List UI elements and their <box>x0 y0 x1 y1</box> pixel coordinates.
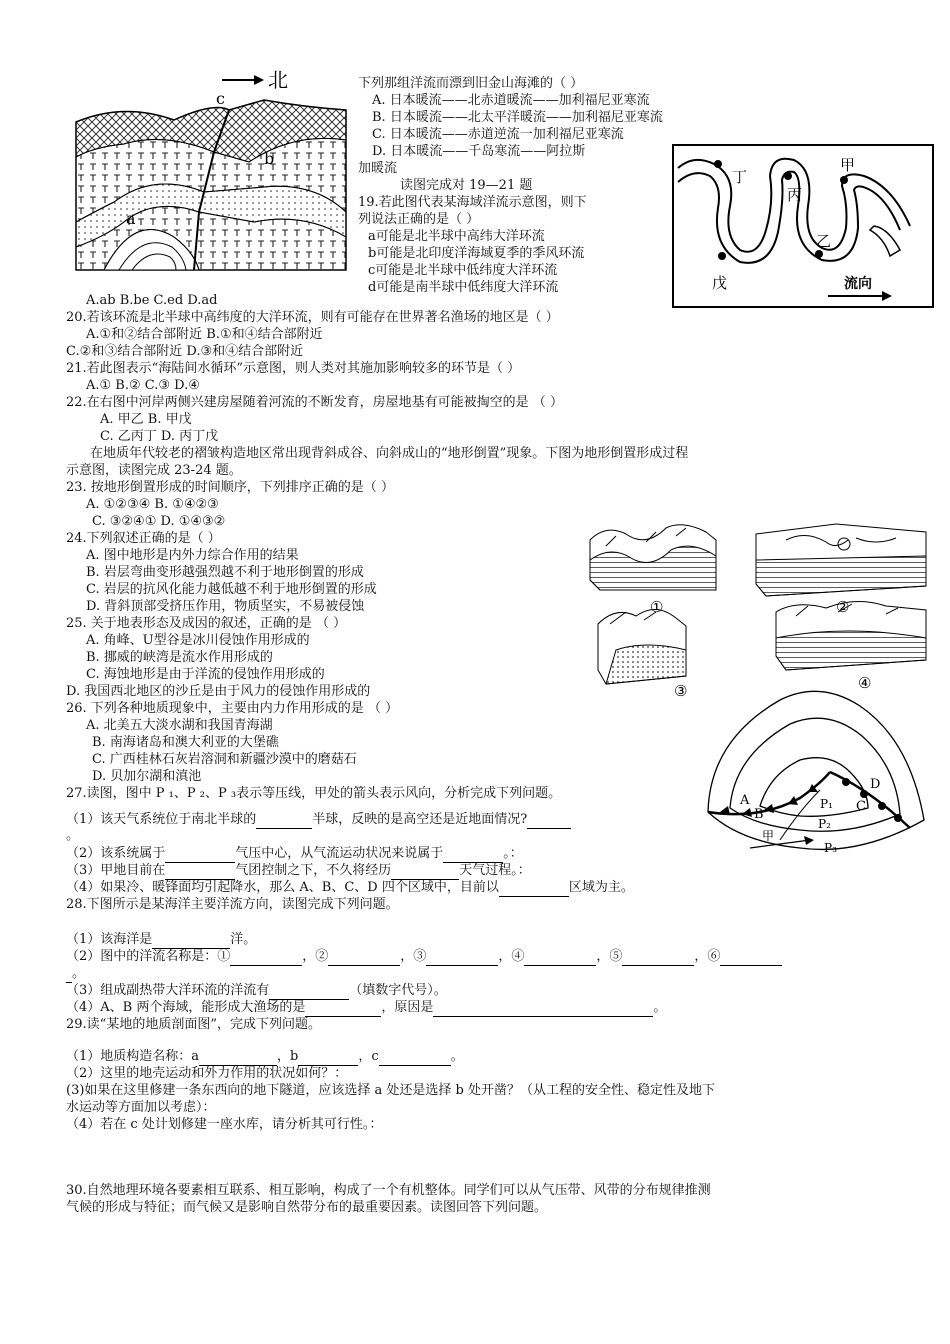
landform-label-1: ① <box>650 598 664 616</box>
q28-s2-sep-2: ，② <box>302 949 329 964</box>
q24-option-a: A. 图中地形是内外力综合作用的结果 <box>86 548 299 563</box>
q18-stem: 下列那组洋流而漂到旧金山海滩的（ ） <box>358 76 584 91</box>
q27-s1-end: 。 <box>66 828 80 843</box>
weather-label-p2: P₂ <box>818 817 831 831</box>
q27-s3-text-a: （3）甲地目前在 <box>66 863 166 878</box>
weather-label-d: D <box>870 777 881 792</box>
q28-s2-sep-5: ，⑤ <box>596 949 623 964</box>
q18-option-c: C. 日本暖流——赤道逆流一加利福尼亚寒流 <box>372 127 624 142</box>
q25-stem: 25. 关于地表形态及成因的叙述，正确的是 （ ） <box>66 616 347 631</box>
q20-options-ab: A.①和②结合部附近 B.①和④结合部附近 <box>86 327 323 342</box>
q28-blank-current-3[interactable] <box>426 949 498 966</box>
q28-blank-current-2[interactable] <box>328 949 400 966</box>
q28-stem: 28.下图所示是某海洋主要洋流方向，读图完成下列问题。 <box>66 897 399 912</box>
q27-s4-blank-region[interactable] <box>499 880 569 897</box>
q28-s4-text-a: （4）A、B 两个海域，能形成大渔场的是 <box>66 1000 306 1015</box>
q28-blank-current-1[interactable] <box>230 949 302 966</box>
q28-s2-end: 。 <box>72 966 86 981</box>
weather-system-svg <box>700 680 930 860</box>
q22-stem: 22.在右图中河岸两侧兴建房屋随着河流的不断发育，房屋地基有可能被掏空的是 （ ） <box>66 395 563 410</box>
q27-s2-text-b: 气压中心，从气流运动状况来说属于 <box>235 846 444 861</box>
weather-label-b: B <box>754 807 764 822</box>
q28-s2-sep-3: ，③ <box>400 949 427 964</box>
q28-s1-blank-ocean[interactable] <box>152 932 230 949</box>
q28-s4-blank-area[interactable] <box>305 1000 381 1017</box>
label-yi: 乙 <box>816 232 832 250</box>
q29-part3-line1: (3)如果在这里修建一条东西向的地下隧道，应该选择 a 处还是选择 b 处开凿？（从工程的安全性、稳定性及地下 <box>66 1083 716 1098</box>
label-bing: 丙 <box>787 186 803 204</box>
weather-label-jia: 甲 <box>762 829 775 843</box>
q26-option-b: B. 南海诸岛和澳大利亚的大堡礁 <box>92 735 279 750</box>
q25-option-b: B. 挪威的峡湾是流水作用形成的 <box>86 650 273 665</box>
q28-blank-current-6[interactable] <box>720 949 782 966</box>
q24-option-d: D. 背斜顶部受挤压作用，物质坚实，不易被侵蚀 <box>86 599 365 614</box>
q18-option-a: A. 日本暖流——北赤道暖流——加利福尼亚寒流 <box>372 93 650 108</box>
q27-s3-blank-airmass[interactable] <box>165 863 235 880</box>
q20-stem: 20.若该环流是北半球中高纬度的大洋环流，则有可能存在世界著名渔场的地区是（ ） <box>66 310 559 325</box>
weather-label-p1: P₁ <box>820 797 833 811</box>
q26-option-c: C. 广西桂林石灰岩溶洞和新疆沙漠中的磨菇石 <box>92 752 357 767</box>
river-meander-svg <box>674 146 932 306</box>
q28-s2-sep-6: ，⑥ <box>694 949 721 964</box>
q28-blank-current-5[interactable] <box>622 949 694 966</box>
q27-s3-blank-weather[interactable] <box>391 863 459 880</box>
q19-item-c: c可能是北半球中低纬度大洋环流 <box>368 263 558 278</box>
q29-blank-c[interactable] <box>379 1049 451 1066</box>
q29-part1 <box>66 1049 464 1066</box>
q29-part3-line2: 水运动等方面加以考虑）： <box>66 1100 216 1115</box>
q27-part1 <box>66 812 571 829</box>
q25-option-a: A. 角峰、U型谷是冰川侵蚀作用形成的 <box>86 633 310 648</box>
landform-inversion-svg <box>586 520 936 700</box>
q25-option-d: D. 我国西北地区的沙丘是由于风力的侵蚀作用形成的 <box>66 684 371 699</box>
q28-s1-text-b: 洋。 <box>230 932 257 947</box>
q19-stem-2: 列说法正确的是（ ） <box>358 212 480 227</box>
label-a: a <box>126 209 136 228</box>
intro-23-24-line2: 示意图，读图完成 23-24 题。 <box>66 463 242 478</box>
q28-part1 <box>66 932 256 949</box>
q30-line2: 气候的形成与特征；而气候又是影响自然带分布的最重要因素。读图回答下列问题。 <box>66 1200 548 1215</box>
weather-label-p3: P₃ <box>824 841 837 855</box>
q27-part4 <box>66 880 634 897</box>
weather-label-a: A <box>740 793 750 808</box>
flow-label: 流向 <box>844 276 872 292</box>
q19-item-d: d可能是南半球中低纬度大洋环流 <box>368 280 559 295</box>
q27-s3-text-b: 气团控制之下，不久将经历 <box>235 863 392 878</box>
q27-s1-text-b: 半球，反映的是高空还是近地面情况? <box>312 812 528 827</box>
q18-option-d-cont: 加暖流 <box>358 161 398 176</box>
label-b: b <box>264 149 275 168</box>
q19-item-b: b可能是北印度洋海域夏季的季风环流 <box>368 246 585 261</box>
q19-options: A.ab B.be C.ed D.ad <box>86 293 218 308</box>
q28-s2-sep-4: ，④ <box>498 949 525 964</box>
river-meander-figure <box>672 144 934 308</box>
q22-options-cd: C. 乙丙丁 D. 丙丁戊 <box>100 429 219 444</box>
q19-stem-1: 19.若此图代表某海域洋流示意图，则下 <box>358 195 587 210</box>
landform-label-2: ② <box>836 598 850 616</box>
north-label: 北 <box>268 68 288 92</box>
q28-s4-text-c: 。 <box>653 1000 667 1015</box>
q28-blank-current-4[interactable] <box>524 949 596 966</box>
q18-option-b: B. 日本暖流——北太平洋暖流——加利福尼亚寒流 <box>372 110 663 125</box>
q19-item-a: a可能是北半球中高纬大洋环流 <box>368 229 545 244</box>
landform-label-4: ④ <box>858 674 872 692</box>
intro-19-21: 读图完成对 19—21 题 <box>400 178 533 193</box>
q18-option-d: D. 日本暖流——千岛寒流——阿拉斯 <box>372 144 586 159</box>
landform-label-3: ③ <box>674 682 688 700</box>
q28-part3 <box>66 983 447 1000</box>
q28-s3-blank[interactable] <box>269 983 349 1000</box>
q23-options-ab: A. ①②③④ B. ①④②③ <box>86 497 219 512</box>
q27-part2 <box>66 846 523 863</box>
q26-option-a: A. 北美五大淡水湖和我国青海湖 <box>86 718 273 733</box>
label-jia: 甲 <box>840 156 856 174</box>
q23-options-cd: C. ③②④① D. ①④③② <box>92 514 226 529</box>
q29-part2: （2）这里的地壳运动和外力作用的状况如何？： <box>66 1066 348 1081</box>
q26-option-d: D. 贝加尔湖和滇池 <box>92 769 202 784</box>
q23-stem: 23. 按地形倒置形成的时间顺序，下列排序正确的是（ ） <box>66 480 394 495</box>
q30-line1: 30.自然地理环境各要素相互联系、相互影响，构成了一个有机整体。同学们可以从气压带、风带的分布规律推测 <box>66 1183 711 1198</box>
q27-s1-blank-hemisphere[interactable] <box>256 812 312 829</box>
q29-blank-b[interactable] <box>298 1049 358 1066</box>
q28-part2 <box>66 949 782 966</box>
q29-stem: 29.读“某地的地质剖面图”，完成下列问题。 <box>66 1017 321 1032</box>
q24-option-c: C. 岩层的抗风化能力越低越不利于地形倒置的形成 <box>86 582 377 597</box>
q28-s1-text-a: （1）该海洋是 <box>66 932 153 947</box>
q29-s1-text-d: 。 <box>450 1049 464 1064</box>
label-ding: 丁 <box>732 168 748 186</box>
q28-part4 <box>66 1000 666 1017</box>
q27-s3-text-c: 天气过程。： <box>459 863 531 878</box>
q21-options: A.① B.② C.③ D.④ <box>86 378 200 393</box>
label-c: c <box>216 89 225 108</box>
q27-part3 <box>66 863 531 880</box>
q28-s4-blank-reason[interactable] <box>433 1000 653 1017</box>
weather-label-c: C <box>856 799 866 814</box>
q27-s2-text-c: 。： <box>503 846 523 861</box>
q20-options-cd: C.②和③结合部附近 D.③和④结合部附近 <box>66 344 304 359</box>
landform-inversion-figure <box>586 520 936 700</box>
q29-blank-a[interactable] <box>199 1049 277 1066</box>
label-wu: 戊 <box>712 274 728 292</box>
q27-stem: 27.读图，图中 P ₁、P ₂、P ₃表示等压线，甲处的箭头表示风向，分析完成下列问题。 <box>66 786 562 801</box>
q27-s2-blank-airflow[interactable] <box>443 846 503 863</box>
q28-s2-text: （2）图中的洋流名称是：① <box>66 949 231 964</box>
q28-s3-text-b: （填数字代号）。 <box>349 983 447 998</box>
geology-section-svg <box>64 62 354 274</box>
q28-s3-text-a: （3）组成副热带大洋环流的洋流有 <box>66 983 270 998</box>
q27-s2-text-a: （2）该系统属于 <box>66 846 166 861</box>
q27-s2-blank-pressure[interactable] <box>165 846 235 863</box>
q28-s4-text-b: ，原因是 <box>381 1000 434 1015</box>
q29-s1-text-b: ，b <box>277 1049 299 1064</box>
geology-section-figure <box>64 62 354 274</box>
q21-stem: 21.若此图表示“海陆间水循环”示意图，则人类对其施加影响较多的环节是（ ） <box>66 361 521 376</box>
q27-s1-text-a: （1）该天气系统位于南北半球的 <box>66 812 257 827</box>
weather-system-figure <box>700 680 930 860</box>
q27-s4-text-a: （4）如果冷、暖锋面均引起降水，那么 A、B、C、D 四个区域中，目前以 <box>66 880 499 895</box>
q24-option-b: B. 岩层弯曲变形越强烈越不利于地形倒置的形成 <box>86 565 364 580</box>
intro-23-24-line1: 在地质年代较老的褶皱构造地区常出现背斜成谷、向斜成山的“地形倒置”现象。下图为地形倒置形成过程 <box>90 446 689 461</box>
q25-option-c: C. 海蚀地形是由于洋流的侵蚀作用形成的 <box>86 667 325 682</box>
q24-stem: 24.下列叙述正确的是（ ） <box>66 531 221 546</box>
q27-s1-blank-level[interactable] <box>527 812 571 829</box>
q29-part4: （4）若在 c 处计划修建一座水库，请分析其可行性。： <box>66 1117 383 1132</box>
q29-s1-text-a: （1）地质构造名称：a <box>66 1049 200 1064</box>
q26-stem: 26. 下列各种地质现象中，主要由内力作用形成的是 （ ） <box>66 701 399 716</box>
q27-s4-text-b: 区域为主。 <box>568 880 634 895</box>
q22-options-ab: A. 甲乙 B. 甲戊 <box>100 412 192 427</box>
q28-s2-end-line <box>66 966 85 983</box>
q29-s1-text-c: ，c <box>358 1049 379 1064</box>
